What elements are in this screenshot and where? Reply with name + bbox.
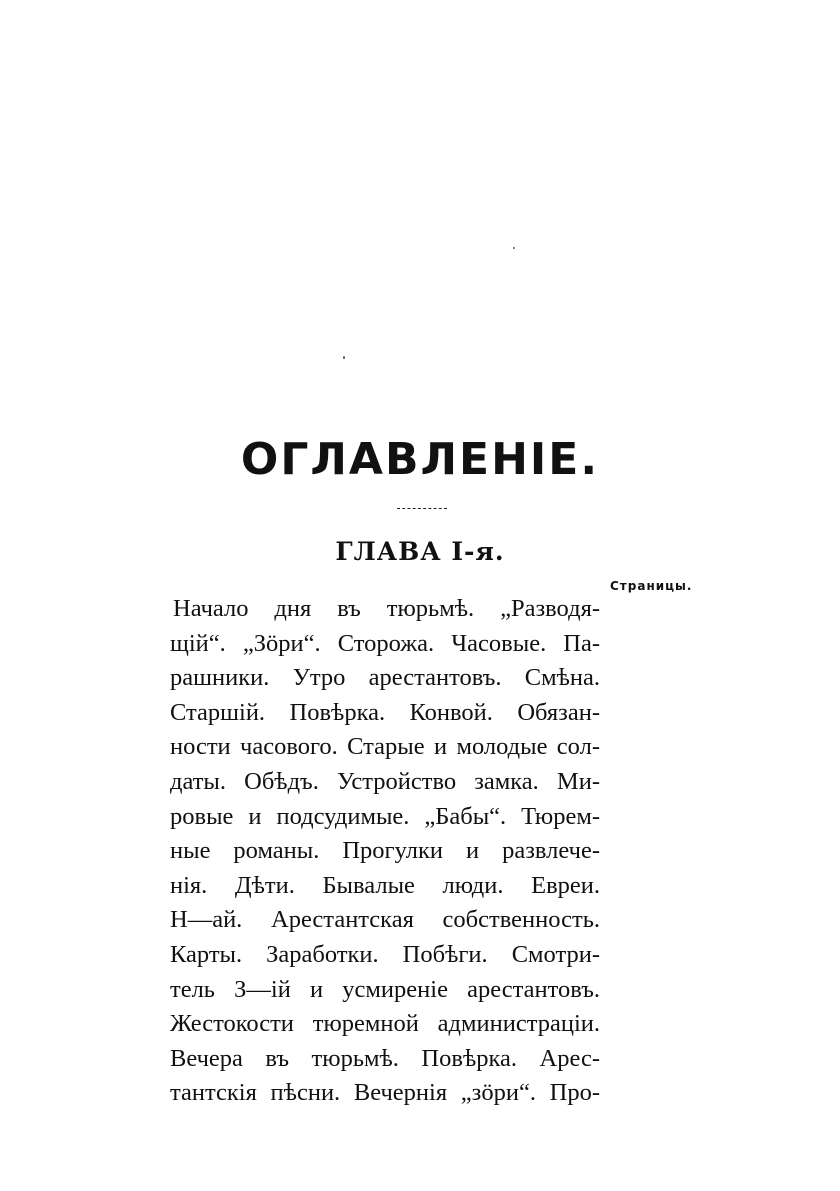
summary-line: Н—ай. Арестантская собственность. (170, 906, 600, 934)
summary-line: щій“. „Зöри“. Сторожа. Часовые. Па- (170, 629, 600, 657)
chapter-heading: ГЛАВА I-я. (335, 537, 505, 566)
heading-divider (397, 508, 447, 509)
summary-line: рашники. Утро арестантовъ. Смѣна. (170, 664, 600, 692)
summary-line: ные романы. Прогулки и развлече- (170, 837, 600, 865)
pages-column-label: Страницы. (610, 579, 693, 593)
summary-line: Карты. Заработки. Побѣги. Смотри- (170, 940, 600, 968)
summary-line: ровые и подсудимые. „Бабы“. Тюрем- (170, 802, 600, 830)
print-speck (343, 356, 345, 359)
summary-line: тантскія пѣсни. Вечернія „зöри“. Про- (170, 1079, 600, 1107)
summary-line: Вечера въ тюрьмѣ. Повѣрка. Арес- (170, 1044, 600, 1072)
summary-line: Начало дня въ тюрьмѣ. „Разводя- (173, 595, 600, 622)
contents-heading: ОГЛАВЛЕНІЕ. (240, 434, 600, 485)
print-speck (513, 247, 515, 249)
summary-line: Старшій. Повѣрка. Конвой. Обязан- (170, 698, 600, 726)
chapter-summary (170, 592, 600, 1111)
summary-line: даты. Обѣдъ. Устройство замка. Ми- (170, 767, 600, 795)
summary-line: тель З—ій и усмиреніе арестантовъ. (170, 975, 600, 1003)
summary-line: Жестокости тюремной администраціи. (170, 1010, 600, 1038)
summary-line: нія. Дѣти. Бывалые люди. Евреи. (170, 871, 600, 899)
summary-line: ности часового. Старые и молодые сол- (170, 733, 600, 761)
